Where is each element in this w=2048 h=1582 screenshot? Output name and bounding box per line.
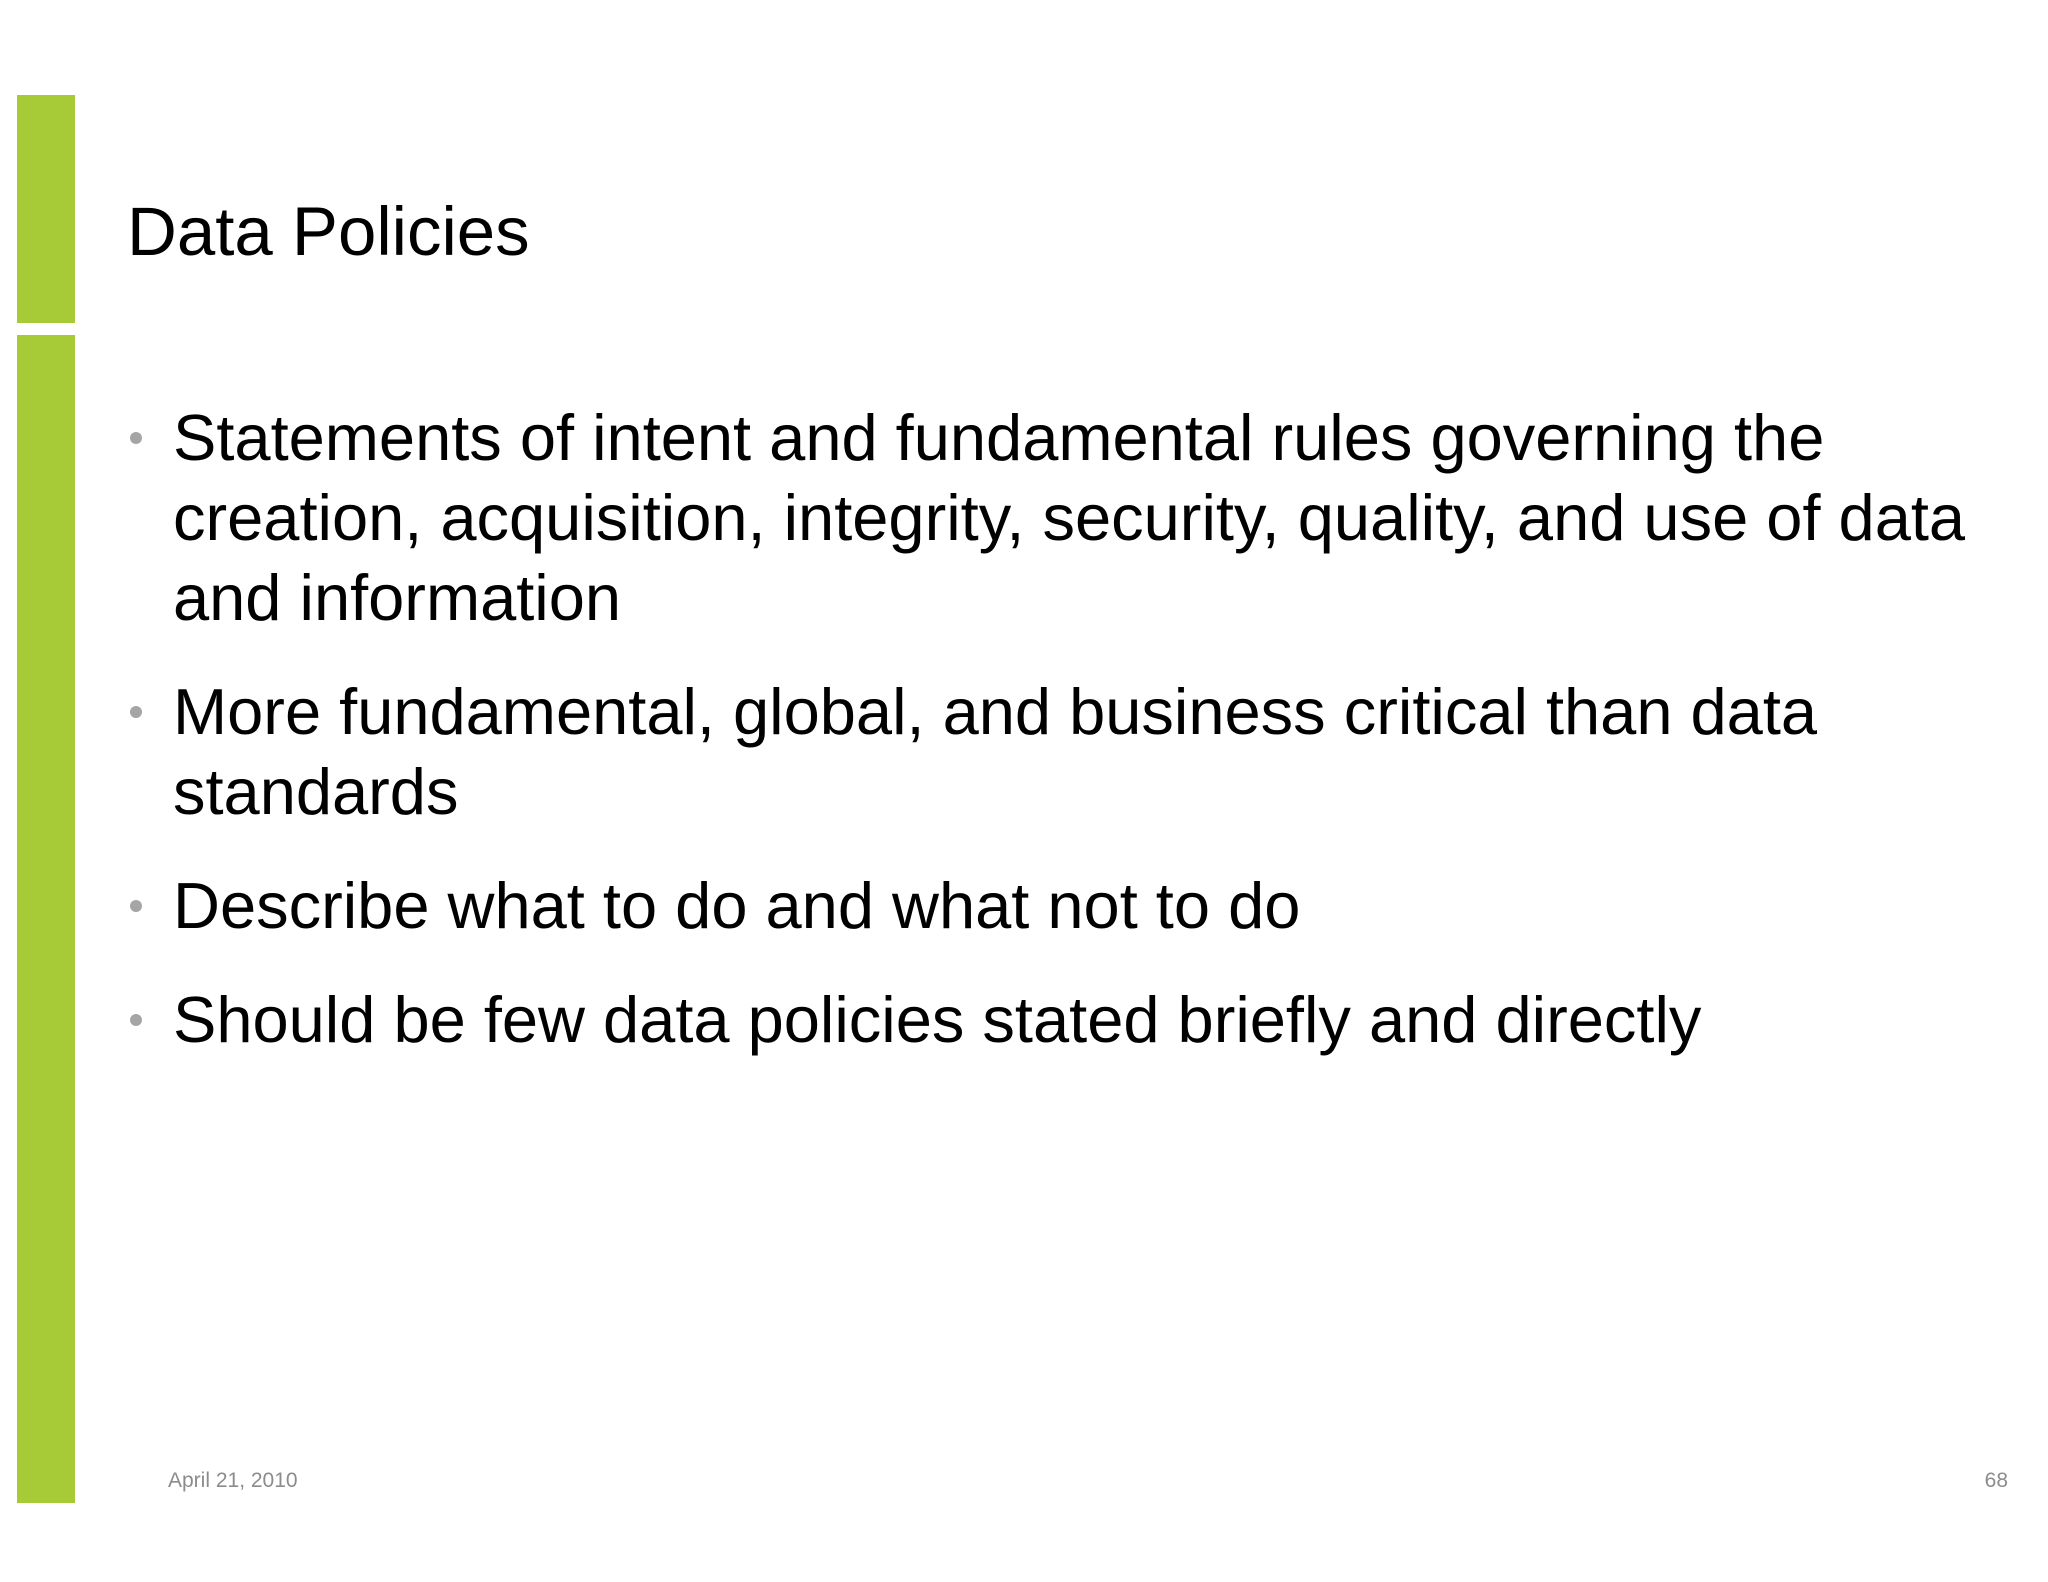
slide-title: Data Policies [127,193,530,270]
page-number: 68 [1984,1469,2008,1492]
bullet-item [126,398,1986,638]
bullet-text: Should be few data policies stated briefly and directly [173,983,1702,1056]
accent-bar-top [17,95,75,323]
bullet-dot-icon [130,1014,142,1026]
footer-date: April 21, 2010 [168,1469,298,1492]
bullet-dot-icon [130,432,142,444]
bullet-dot-icon [130,706,142,718]
bullet-item [126,866,1986,946]
bullet-list [126,398,1986,1094]
bullet-item [126,980,1986,1060]
accent-bar-bottom [17,335,75,1503]
bullet-text: Statements of intent and fundamental rules governing the creation, acquisition, integrity, security, quality, and use of data and information [173,401,1966,634]
bullet-text: More fundamental, global, and business critical than data standards [173,675,1818,828]
bullet-item [126,672,1986,832]
bullet-dot-icon [130,900,142,912]
bullet-text: Describe what to do and what not to do [173,869,1301,942]
